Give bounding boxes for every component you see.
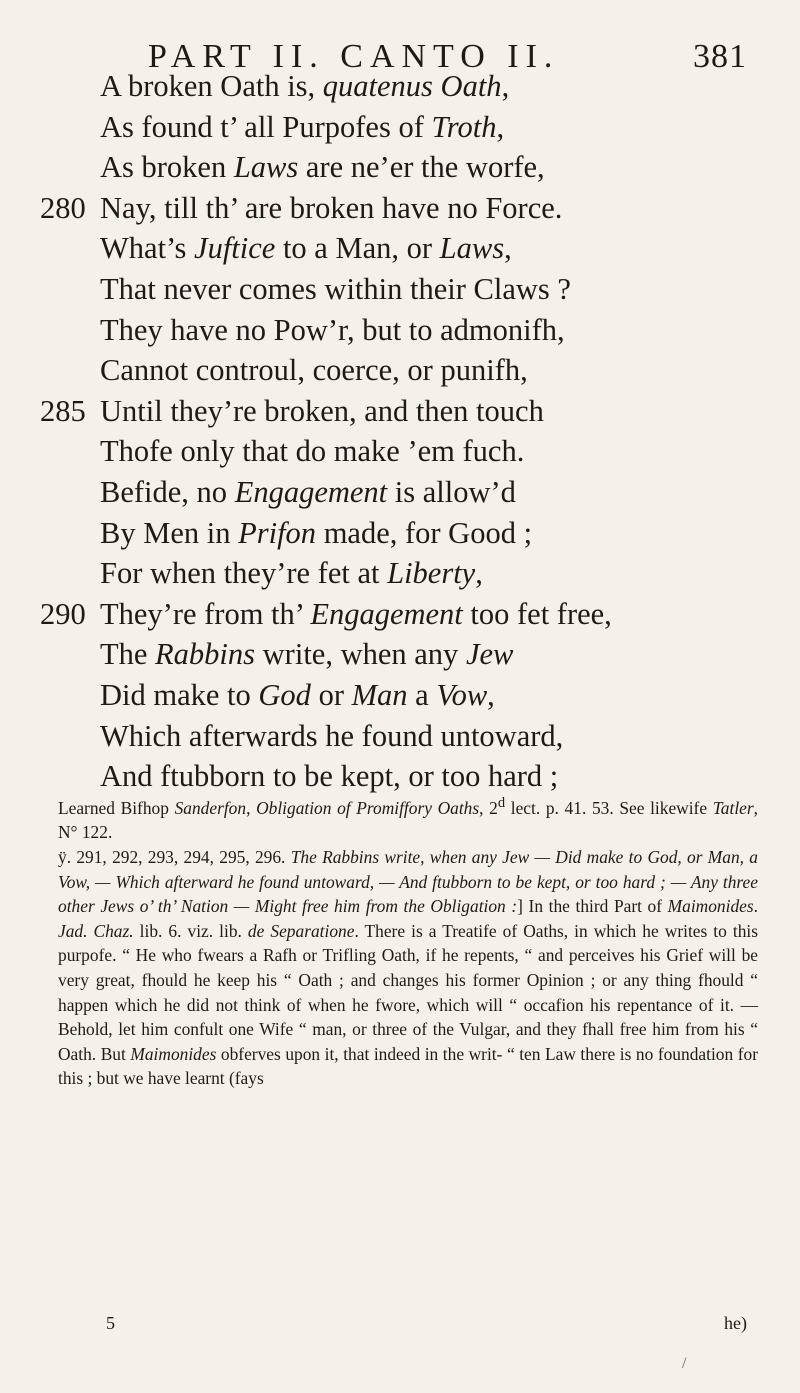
verse-text	[100, 147, 545, 188]
emphasis: Laws	[439, 231, 505, 266]
emphasis: Engagement	[310, 596, 463, 631]
verse-text	[100, 269, 571, 310]
verse-line	[0, 107, 800, 148]
verse-text	[100, 553, 483, 594]
emphasis: Liberty	[387, 556, 476, 591]
emphasis: Rabbins	[155, 637, 256, 672]
verse-line	[0, 553, 800, 594]
emphasis: de Separatione	[247, 920, 355, 941]
verse-line	[0, 66, 800, 107]
emphasis: Sanderfon	[174, 797, 247, 818]
footnotes	[58, 791, 758, 1091]
text-run: They have no Pow’r, but to admonifh,	[100, 312, 565, 347]
page-number: 381	[693, 38, 747, 75]
text-run: is allow’d	[387, 474, 516, 509]
verse-text	[100, 513, 532, 554]
text-run: Befide, no	[100, 474, 235, 509]
text-run: The	[100, 637, 156, 672]
verse-line	[0, 391, 800, 432]
verse-line	[0, 269, 800, 310]
text-run: lib. 6. viz. lib.	[133, 920, 248, 941]
emphasis: Maimonides	[130, 1043, 217, 1064]
text-run: ] In the third Part of	[517, 896, 668, 917]
text-run: Cannot controul, coerce, or punifh,	[100, 353, 528, 388]
emphasis: Jew	[465, 637, 514, 672]
text-run: What’s	[100, 231, 195, 266]
text-run: made, for Good ;	[316, 515, 533, 550]
text-run: lect. p. 41. 53. See likewife	[505, 797, 713, 818]
verse-text	[100, 350, 528, 391]
text-run: Until they’re broken, and then touch	[100, 393, 544, 428]
verse-line	[0, 228, 800, 269]
verse-text	[100, 472, 516, 513]
text-run: or	[310, 677, 352, 712]
verse-text	[100, 675, 495, 716]
emphasis: Engagement	[234, 474, 388, 509]
catchword: he)	[724, 1313, 747, 1333]
text-run: are ne’er the worfe,	[298, 150, 545, 185]
text-run: .	[753, 896, 758, 917]
signature-mark: 5	[106, 1313, 115, 1333]
text-run: ,	[501, 69, 510, 103]
text-run: ,	[475, 556, 483, 591]
emphasis: Laws	[233, 150, 299, 185]
verse-text	[100, 716, 563, 757]
verse-line	[0, 634, 800, 675]
emphasis: Obligation of Promiffory Oaths	[256, 797, 480, 818]
text-run: By Men in	[100, 515, 239, 550]
verse-line	[0, 472, 800, 513]
emphasis: Juftice	[194, 231, 276, 266]
line-number: 285	[40, 393, 86, 428]
emphasis: Jad. Chaz.	[58, 920, 134, 941]
verse-line	[0, 513, 800, 554]
line-number: 280	[40, 190, 86, 225]
verse-text	[100, 188, 562, 229]
footnote-paragraph	[58, 791, 758, 845]
verse-line	[0, 431, 800, 472]
emphasis: d	[497, 795, 506, 811]
text-run: . There is a Treatife of Oaths, in which he writes to this purpofe. “ He who fwears a Rafh or Trifling Oath, if he repents, “ and perceives his Grief will be very great, fhould he keep his “ Oath ; and changes his former Opinion ; or any thing fhould “ happen which he did not think of when he fwore, which will “ occafion his repentance of it. — Behold, let him confult one Wife “ man, or three of the Vulgar, and they fhall free him from his “ Oath. But	[58, 920, 759, 1064]
text-run: Thofe only that do make ’em fuch.	[100, 434, 525, 469]
footnote-paragraph	[58, 845, 758, 1091]
verse-line	[0, 594, 800, 635]
verse-text	[100, 634, 513, 675]
verse-line	[0, 716, 800, 757]
text-run: As broken	[100, 150, 234, 185]
text-run: , 2	[479, 797, 498, 818]
text-run: For when they’re fet at	[100, 556, 388, 591]
emphasis: God	[258, 677, 311, 712]
emphasis: Tatler	[712, 797, 754, 818]
emphasis: The Rabbins write, when any Jew — Did make to God, or Man, a Vow, — Which afterward he found untoward, — And ftubborn to be kept, or too hard ; — Any three other Jews o’ th’ Nation — Might free him from the Obligation :	[58, 846, 759, 917]
verse-text	[100, 594, 612, 635]
text-run: write, when any	[255, 637, 466, 672]
line-number: 290	[40, 596, 86, 631]
text-run: too fet free,	[462, 596, 612, 631]
text-run: obferves upon it, that indeed in the writ- “ ten Law there is no foundation for this ; but we have learnt (fays	[58, 1043, 758, 1089]
verse-line	[0, 147, 800, 188]
running-title: PART II. CANTO II.	[148, 38, 560, 75]
text-run: a	[407, 677, 437, 712]
text-run: Nay, till th’ are broken have no Force.	[100, 190, 563, 225]
emphasis: Maimonides	[667, 896, 754, 917]
verse-text	[100, 391, 544, 432]
verse-text	[100, 66, 509, 107]
text-run: , N° 122.	[58, 797, 758, 843]
text-run: Which afterwards he found untoward,	[100, 718, 564, 753]
text-run: ,	[246, 797, 257, 818]
verse-line	[0, 350, 800, 391]
text-run: ,	[504, 231, 512, 266]
verse-text	[100, 431, 524, 472]
text-run: That never comes within their Claws ?	[100, 271, 571, 306]
verse-block	[0, 66, 800, 797]
emphasis: Man	[351, 677, 408, 712]
emphasis: Prifon	[238, 515, 317, 550]
text-run: Did make to	[100, 677, 259, 712]
verse-line	[0, 310, 800, 351]
text-run: Learned Bifhop	[58, 797, 175, 818]
text-run: ÿ. 291, 292, 293, 294, 295, 296.	[58, 846, 291, 867]
text-run: A broken Oath is,	[100, 69, 323, 103]
verse-line	[0, 675, 800, 716]
text-run: They’re from th’	[100, 596, 311, 631]
verse-line	[0, 188, 800, 229]
verse-text	[100, 310, 565, 351]
text-run: to a Man, or	[275, 231, 440, 266]
stray-mark: /	[682, 1355, 687, 1372]
text-run: ,	[487, 677, 495, 712]
text-run: ,	[496, 109, 505, 144]
emphasis: quatenus Oath	[322, 69, 502, 103]
verse-text	[100, 228, 512, 269]
text-run: As found t’ all Purpofes of	[100, 109, 432, 144]
verse-text	[100, 107, 504, 148]
text-run: And ftubborn to be kept, or too hard ;	[100, 759, 559, 794]
emphasis: Vow	[436, 677, 488, 712]
emphasis: Troth	[431, 109, 497, 144]
